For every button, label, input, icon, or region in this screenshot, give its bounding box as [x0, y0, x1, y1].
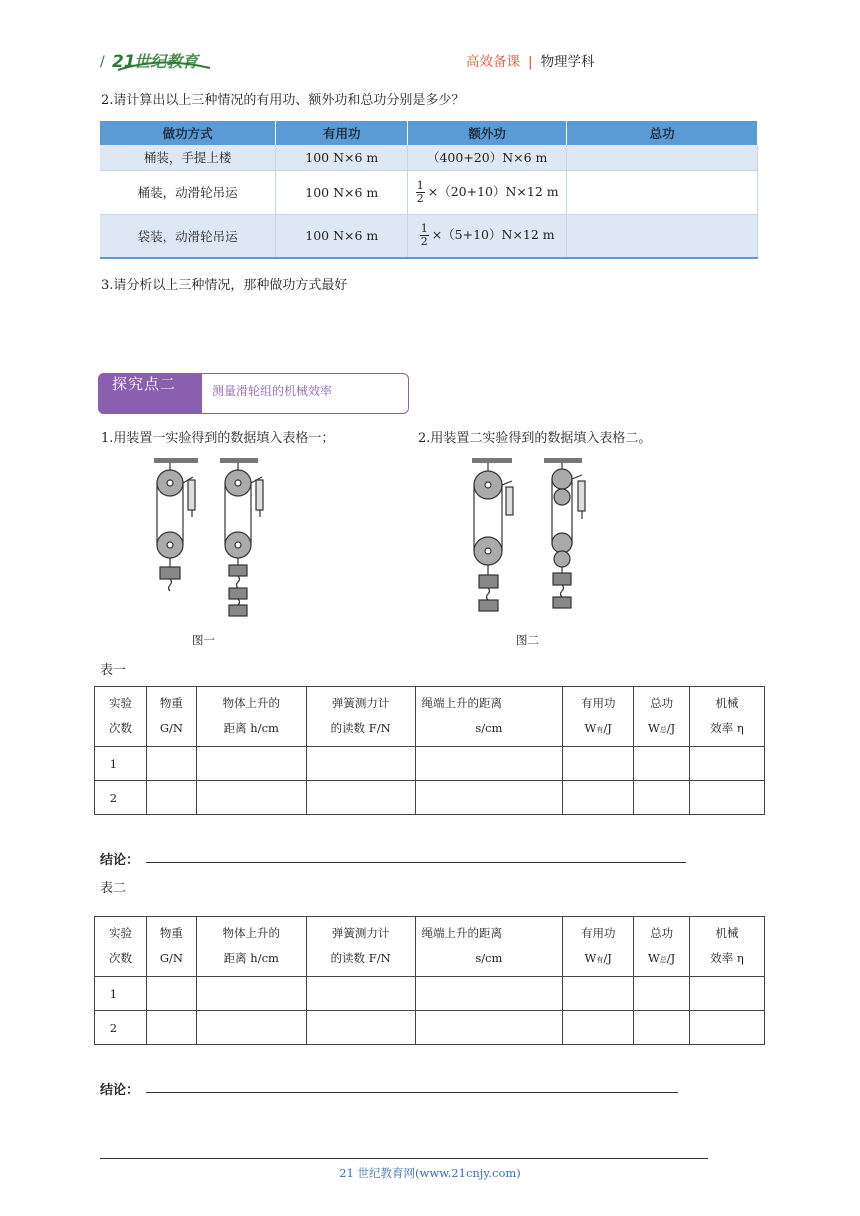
input-cell[interactable] — [563, 1011, 634, 1045]
input-cell[interactable] — [306, 1011, 415, 1045]
section-tab: 探究点二 — [98, 373, 202, 414]
work-cell-extra: $\frac{1}{2}$ ×（20+10）N×12 m — [408, 170, 567, 214]
input-cell[interactable] — [415, 747, 563, 781]
svg-text:/: / — [100, 54, 105, 70]
table-row — [100, 214, 758, 258]
footer-text: 21 世纪教育网(www.21cnjy.com) — [339, 1166, 521, 1180]
input-cell[interactable] — [634, 977, 690, 1011]
work-cell-extra: $\frac{1}{2}$ ×（5+10）N×12 m — [408, 214, 567, 258]
input-cell[interactable] — [146, 747, 196, 781]
input-cell[interactable] — [196, 977, 306, 1011]
header-rope-distance: 绳端上升的距离 s/cm — [415, 687, 563, 747]
input-cell[interactable] — [415, 1011, 563, 1045]
figure-2-caption: 图二 — [516, 633, 539, 647]
input-cell[interactable] — [306, 781, 415, 815]
instruction-left: 1.用装置一实验得到的数据填入表格一； — [101, 431, 335, 446]
logo — [100, 46, 225, 74]
trial-number: 2 — [95, 1011, 147, 1045]
header-right — [466, 50, 595, 70]
instruction-right: 2.用装置二实验得到的数据填入表格二。 — [418, 431, 652, 446]
work-cell-way: 桶装，手提上楼 — [100, 145, 276, 170]
question-2: 2.请计算出以上三种情况的有用功、额外功和总功分别是多少？ — [101, 93, 465, 108]
header-total-work: 总功 W总/J — [634, 917, 690, 977]
conclusion-line-2[interactable] — [146, 1092, 678, 1093]
header-weight: 物重 G/N — [146, 917, 196, 977]
work-cell-way: 袋装，动滑轮吊运 — [100, 214, 276, 258]
input-cell[interactable] — [563, 977, 634, 1011]
input-cell[interactable] — [146, 977, 196, 1011]
trial-number: 1 — [95, 977, 147, 1011]
header-height: 物体上升的 距离 h/cm — [196, 687, 306, 747]
figure-1-pulley-diagram — [148, 455, 288, 625]
work-header-total: 总功 — [567, 121, 758, 145]
conclusion-label-2: 结论： — [100, 1083, 140, 1098]
header-trial: 实验 次数 — [95, 917, 147, 977]
section-title: 测量滑轮组的机械效率 — [212, 384, 333, 398]
work-table-header — [100, 121, 758, 145]
input-cell[interactable] — [146, 781, 196, 815]
input-cell[interactable] — [146, 1011, 196, 1045]
header-useful-work: 有用功 W有/J — [563, 687, 634, 747]
header-efficiency: 机械 效率 η — [690, 917, 765, 977]
header-trial: 实验 次数 — [95, 687, 147, 747]
data-table-1 — [94, 686, 765, 815]
input-cell[interactable] — [415, 977, 563, 1011]
table-row — [100, 145, 758, 170]
work-header-extra: 额外功 — [408, 121, 567, 145]
input-cell[interactable] — [563, 747, 634, 781]
work-header-way: 做功方式 — [100, 121, 276, 145]
brand-text: 高效备课 — [466, 54, 520, 70]
header-force: 弹簧测力计 的读数 F/N — [306, 917, 415, 977]
table-1-title: 表一 — [100, 663, 127, 678]
work-cell-extra: （400+20）N×6 m — [408, 145, 567, 170]
trial-number: 1 — [95, 747, 147, 781]
input-cell[interactable] — [196, 781, 306, 815]
work-header-useful: 有用功 — [276, 121, 408, 145]
input-cell[interactable] — [306, 747, 415, 781]
input-cell[interactable] — [634, 747, 690, 781]
input-cell[interactable] — [415, 781, 563, 815]
fraction-half: $\frac{1}{2}$ — [416, 178, 424, 205]
fraction-half: $\frac{1}{2}$ — [420, 222, 428, 249]
input-cell[interactable] — [563, 781, 634, 815]
work-cell-total — [567, 214, 758, 258]
work-cell-total — [567, 170, 758, 214]
table-header-row — [95, 687, 765, 747]
subject-text: 物理学科 — [540, 54, 595, 70]
work-table — [100, 121, 758, 259]
header-height: 物体上升的 距离 h/cm — [196, 917, 306, 977]
conclusion-label-1: 结论： — [100, 853, 140, 868]
table-row — [95, 747, 765, 781]
header-force: 弹簧测力计 的读数 F/N — [306, 687, 415, 747]
table-row — [95, 781, 765, 815]
table-row — [95, 977, 765, 1011]
data-table-2 — [94, 916, 765, 1045]
trial-number: 2 — [95, 781, 147, 815]
figure-1-caption: 图一 — [192, 633, 215, 647]
header-weight: 物重 G/N — [146, 687, 196, 747]
work-cell-useful: 100 N×6 m — [276, 145, 408, 170]
svg-text:21: 21 — [112, 52, 136, 72]
input-cell[interactable] — [690, 1011, 765, 1045]
input-cell[interactable] — [690, 977, 765, 1011]
table-header-row — [95, 917, 765, 977]
input-cell[interactable] — [306, 977, 415, 1011]
input-cell[interactable] — [634, 781, 690, 815]
table-row — [100, 170, 758, 214]
input-cell[interactable] — [196, 1011, 306, 1045]
header-useful-work: 有用功 W有/J — [563, 917, 634, 977]
table-2-title: 表二 — [100, 881, 127, 896]
question-3: 3.请分析以上三种情况，那种做功方式最好 — [101, 278, 348, 293]
input-cell[interactable] — [690, 747, 765, 781]
header-total-work: 总功 W总/J — [634, 687, 690, 747]
table-row — [95, 1011, 765, 1045]
header-rope-distance: 绳端上升的距离 s/cm — [415, 917, 563, 977]
input-cell[interactable] — [634, 1011, 690, 1045]
work-cell-useful: 100 N×6 m — [276, 214, 408, 258]
conclusion-line-1[interactable] — [146, 862, 686, 863]
work-cell-way: 桶装，动滑轮吊运 — [100, 170, 276, 214]
header-separator: | — [528, 54, 533, 70]
header-efficiency: 机械 效率 η — [690, 687, 765, 747]
footer-divider — [100, 1158, 708, 1159]
svg-text:世纪教育: 世纪教育 — [134, 52, 199, 71]
input-cell[interactable] — [690, 781, 765, 815]
work-cell-useful: 100 N×6 m — [276, 170, 408, 214]
work-cell-total — [567, 145, 758, 170]
figure-2-pulley-diagram — [468, 455, 608, 625]
input-cell[interactable] — [196, 747, 306, 781]
